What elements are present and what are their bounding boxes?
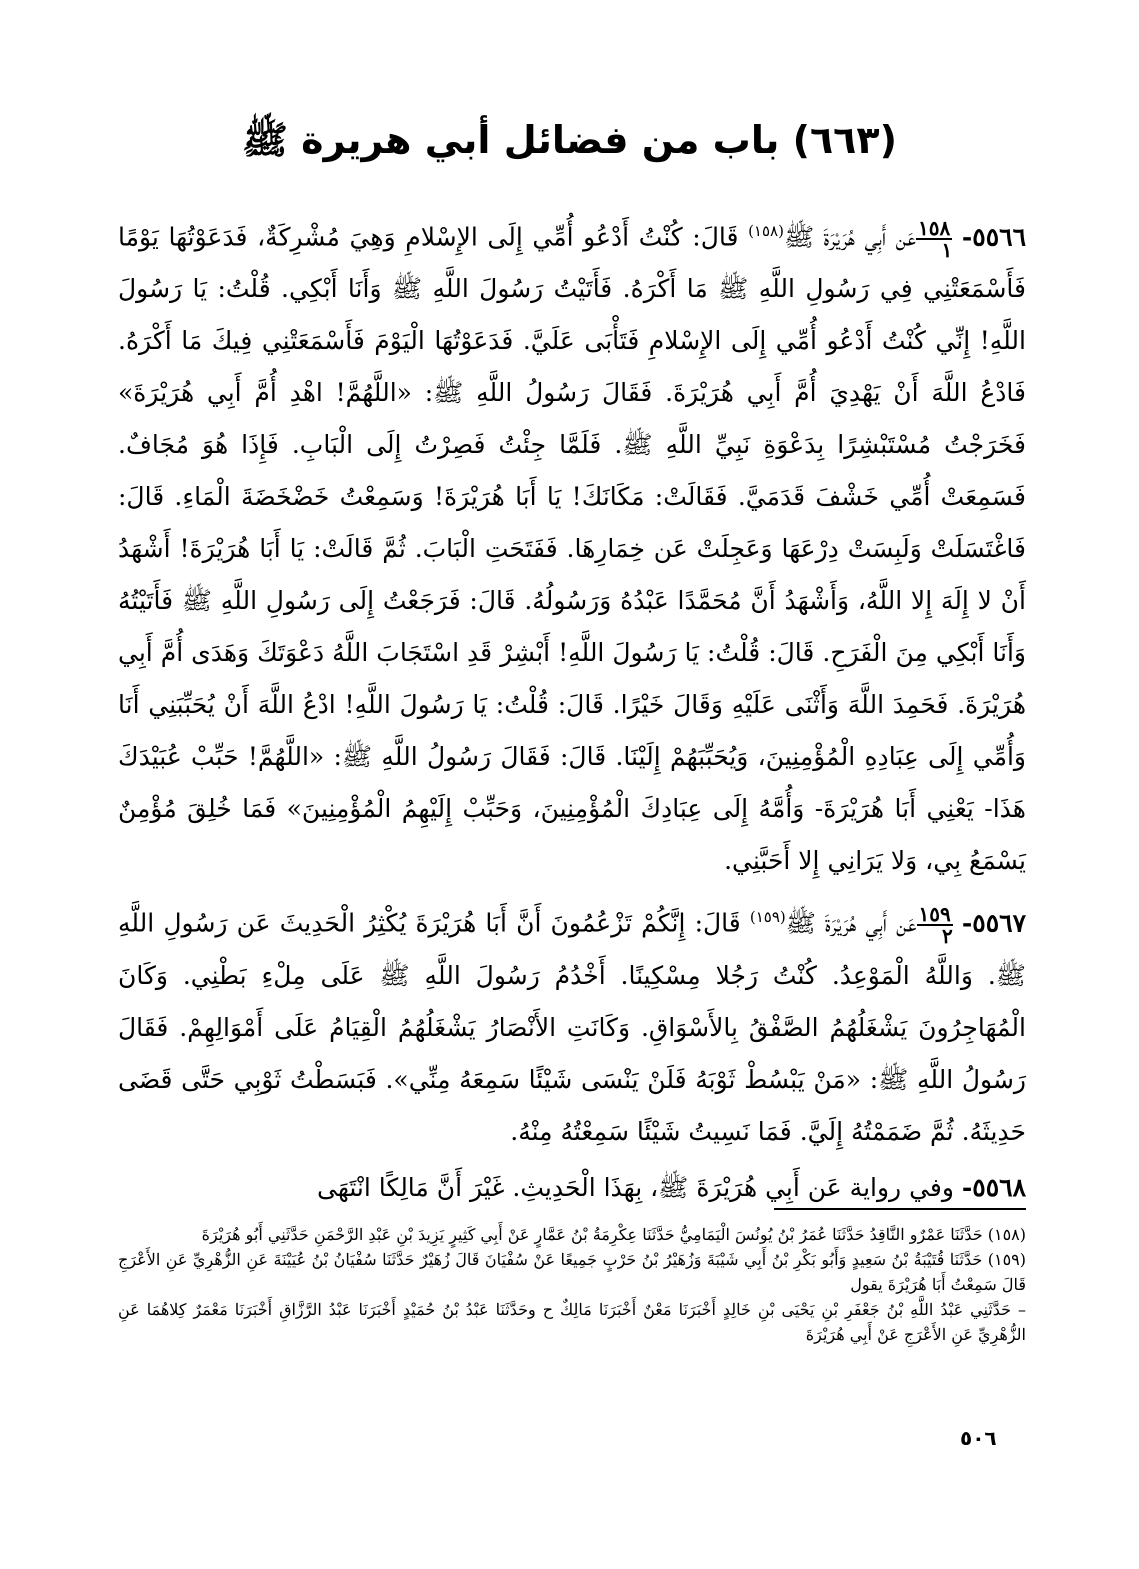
hadith-number: ٥٥٦٧- (961, 908, 1027, 938)
hadith-text-start: عَن أَبِي هُرَيْرَةَ ﷺ (785, 908, 917, 938)
footnote-159: (١٥٩) حَدَّثَنَا قُتَيْبَةُ بْنُ سَعِيدٍ وَأَبُو بَكْرِ بْنُ أَبِي شَيْبَةَ وَزُهَيْرُ بْنُ حَرْبٍ جَمِيعًا عَنْ سُفْيَانَ قَالَ زُهَيْرٌ حَدَّثَنَا سُفْيَانُ بْنُ عُيَيْنَةَ عَنِ الزُّهْرِيِّ عَنِ الأَعْرَجِ قَالَ سَمِعْتُ أَبَا هُرَيْرَةَ يقول (118, 1250, 1026, 1294)
fraction-top: ١٥٨ (918, 215, 951, 240)
footnote-ref: (١٥٨) (748, 222, 784, 240)
footnotes (118, 1222, 1026, 1347)
hadith-text-start: عَن أَبِي هُرَيْرَةَ ﷺ (783, 222, 917, 252)
footnote-159-continued: – حَدَّثَنِي عَبْدُ اللَّهِ بْنُ جَعْفَرِ بْنِ يَحْيَى بْنِ خَالِدٍ أَخْبَرَنَا مَعْنٌ أَخْبَرَنَا مَالِكٌ ح وحَدَّثَنَا عَبْدُ بْنُ حُمَيْدٍ أَخْبَرَنَا عَبْدُ الرَّزَّاقِ أَخْبَرَنَا مَعْمَرٌ كِلاهُمَا عَنِ الزُّهْرِيِّ عَنِ الأَعْرَجِ عَنْ أَبِي هُرَيْرَةَ (118, 1300, 1026, 1344)
footnote-158: (١٥٨) حَدَّثَنَا عَمْرٌو النَّاقِدُ حَدَّثَنَا عُمَرُ بْنُ يُونُسَ الْيَمَامِيُّ حَدَّثَنَا عِكْرِمَةُ بْنُ عَمَّارٍ عَنْ أَبِي كَثِيرٍ يَزِيدَ بْنِ عَبْدِ الرَّحْمَنِ حَدَّثَنِي أَبُو هُرَيْرَةَ (201, 1225, 1026, 1244)
page-title: (٦٦٣) باب من فضائل أبي هريرة ﷺ (242, 118, 897, 162)
footnote-ref: (١٥٩) (749, 908, 786, 927)
fraction-bottom: ٢ (942, 924, 953, 949)
hadith-text: قَالَ: كُنْتُ أَدْعُو أُمِّي إِلَى الإِسْلامِ وَهِيَ مُشْرِكَةٌ، فَدَعَوْتُهَا يَوْمًا فَأَسْمَعَتْنِي فِي رَسُولِ اللَّهِ ﷺ مَا أَكْرَهُ. فَأَتَيْتُ رَسُولَ اللَّهِ ﷺ وَأَنَا أَبْكِي. قُلْتُ: يَا رَسُولَ اللَّهِ! إِنِّي كُنْتُ أَدْعُو أُمِّي إِلَى الإِسْلامِ فَتَأْبَى عَلَيَّ. فَدَعَوْتُهَا الْيَوْمَ فَأَسْمَعَتْنِي فِيكَ مَا أَكْرَهُ. فَادْعُ اللَّهَ أَنْ يَهْدِيَ أُمَّ أَبِي هُرَيْرَةَ. فَقَالَ رَسُولُ اللَّهِ ﷺ: «اللَّهُمَّ! اهْدِ أُمَّ أَبِي هُرَيْرَةَ» فَخَرَجْتُ مُسْتَبْشِرًا بِدَعْوَةِ نَبِيِّ اللَّهِ ﷺ. فَلَمَّا جِئْتُ فَصِرْتُ إِلَى الْبَابِ. فَإِذَا هُوَ مُجَافٌ. فَسَمِعَتْ أُمِّي خَشْفَ قَدَمَيَّ. فَقَالَتْ: مَكَانَكَ! يَا أَبَا هُرَيْرَةَ! وَسَمِعْتُ خَضْخَضَةَ الْمَاءِ. قَالَ: فَاغْتَسَلَتْ وَلَبِسَتْ دِرْعَهَا وَعَجِلَتْ عَن خِمَارِهَا. فَفَتَحَتِ الْبَابَ. ثُمَّ قَالَتْ: يَا أَبَا هُرَيْرَةَ! أَشْهَدُ أَنْ لا إِلَهَ إِلا اللَّهُ، وَأَشْهَدُ أَنَّ مُحَمَّدًا عَبْدُهُ وَرَسُولُهُ. قَالَ: فَرَجَعْتُ إِلَى رَسُولِ اللَّهِ ﷺ فَأَتَيْتُهُ وَأَنَا أَبْكِي مِنَ الْفَرَحِ. قَالَ: قُلْتُ: يَا رَسُولَ اللَّهِ! أَبْشِرْ قَدِ اسْتَجَابَ اللَّهُ دَعْوَتَكَ وَهَدَى أُمَّ أَبِي هُرَيْرَةَ. فَحَمِدَ اللَّهَ وَأَثْنَى عَلَيْهِ وَقَالَ خَيْرًا. قَالَ: قُلْتُ: يَا رَسُولَ اللَّهِ! ادْعُ اللَّهَ أَنْ يُحَبِّبَنِي أَنَا وَأُمِّي إِلَى عِبَادِهِ الْمُؤْمِنِينَ، وَيُحَبِّبَهُمْ إِلَيْنَا. قَالَ: فَقَالَ رَسُولُ اللَّهِ ﷺ: «اللَّهُمَّ! حَبِّبْ عُبَيْدَكَ هَذَا- يَعْنِي أَبَا هُرَيْرَةَ- وَأُمَّهُ إِلَى عِبَادِكَ الْمُؤْمِنِينَ، وَحَبِّبْ إِلَيْهِمُ الْمُؤْمِنِينَ» فَمَا خُلِقَ مُؤْمِنٌ يَسْمَعُ بِي، وَلا يَرَانِي إِلا أَحَبَّنِي. (118, 222, 1026, 876)
footnote-separator (774, 1208, 1026, 1210)
hadith-text: وفي رواية عَن أَبِي هُرَيْرَةَ ﷺ، بِهَذَا الْحَدِيثِ. غَيْرَ أَنَّ مَالِكًا انْتَهَى (317, 1172, 954, 1202)
fraction-bottom: ١ (941, 237, 953, 262)
main-text (118, 205, 1026, 1218)
hadith-fraction (917, 902, 953, 949)
hadith-5567 (118, 891, 1026, 1157)
hadith-5566 (118, 205, 1026, 887)
hadith-number: ٥٥٦٨- (961, 1172, 1026, 1202)
hadith-text: قَالَ: إِنَّكُمْ تَزْعُمُونَ أَنَّ أَبَا هُرَيْرَةَ يُكْثِرُ الْحَدِيثَ عَن رَسُولِ اللَّهِ ﷺ. وَاللَّهُ الْمَوْعِدُ. كُنْتُ رَجُلا مِسْكِينًا. أَخْدُمُ رَسُولَ اللَّهِ ﷺ عَلَى مِلْءِ بَطْنِي. وَكَانَ الْمُهَاجِرُونَ يَشْغَلُهُمُ الصَّفْقُ بِالأَسْوَاقِ. وَكَانَتِ الأَنْصَارُ يَشْغَلُهُمُ الْقِيَامُ عَلَى أَمْوَالِهِمْ. فَقَالَ رَسُولُ اللَّهِ ﷺ: «مَنْ يَبْسُطْ ثَوْبَهُ فَلَنْ يَنْسَى شَيْئًا سَمِعَهُ مِنِّي». فَبَسَطْتُ ثَوْبِي حَتَّى قَضَى حَدِيثَهُ. ثُمَّ ضَمَمْتُهُ إِلَيَّ. فَمَا نَسِيتُ شَيْئًا سَمِعْتُهُ مِنْهُ. (118, 908, 1026, 1146)
hadith-5568 (118, 1162, 1026, 1214)
hadith-fraction (916, 215, 953, 262)
hadith-number: ٥٥٦٦- (961, 222, 1026, 252)
page-number: ٥٠٦ (960, 1426, 997, 1450)
fraction-top: ١٥٩ (918, 902, 951, 927)
